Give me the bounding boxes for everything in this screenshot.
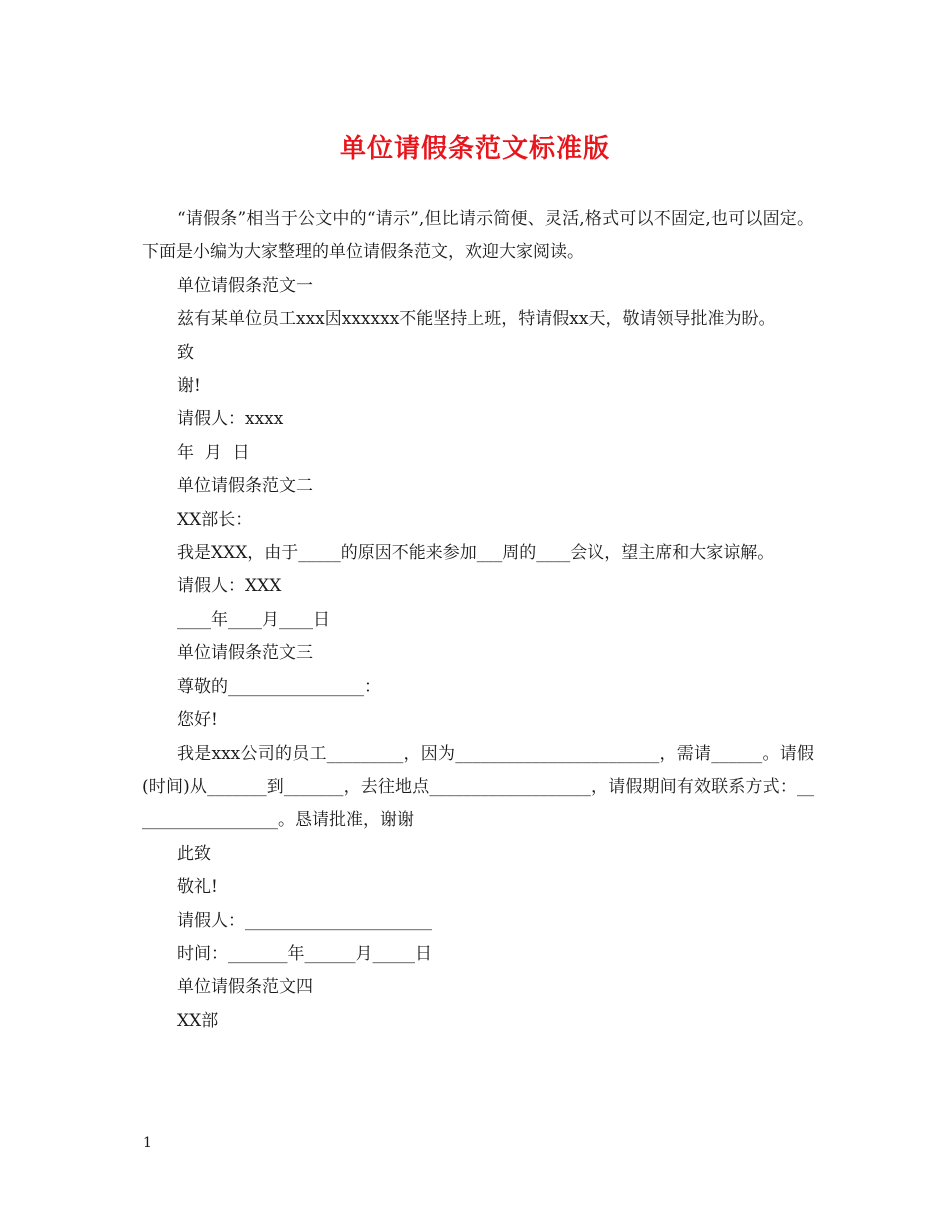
sample2-body: 我是XXX，由于_____的原因不能来参加___周的____会议，望主席和大家谅解。 xyxy=(177,543,775,564)
sample4-heading: 单位请假条范文四 xyxy=(177,977,313,998)
sample1-body: 兹有某单位员工xxx因xxxxxx不能坚持上班，特请假xx天，敬请领导批准为盼。 xyxy=(177,309,776,330)
sample3-body: 我是xxx公司的员工_________，因为________________________，需请______。请假(时间)从_______到_______，去往地点___________________，请假期间有效联系方式：__________________。恳请批准，谢谢 xyxy=(142,743,814,831)
sample2-heading: 单位请假条范文二 xyxy=(177,476,313,497)
document-body xyxy=(142,203,814,1038)
document-title: 单位请假条范文标准版 xyxy=(339,134,610,164)
sample3-greeting: 您好! xyxy=(177,710,218,731)
sample3-heading: 单位请假条范文三 xyxy=(177,643,313,664)
sample3-closing-1: 此致 xyxy=(177,843,211,864)
sample1-heading: 单位请假条范文一 xyxy=(177,275,313,296)
sample2-salutation: XX部长： xyxy=(177,509,253,530)
sample4-salutation: XX部 xyxy=(177,1010,219,1031)
sample3-date: 时间：_______年______月_____日 xyxy=(177,943,432,964)
sample1-closing-2: 谢! xyxy=(177,376,201,397)
sample2-date: ____年____月____日 xyxy=(177,609,330,630)
page-number: 1 xyxy=(143,1135,152,1151)
sample1-signer: 请假人：xxxx xyxy=(177,409,284,430)
sample3-salutation: 尊敬的________________： xyxy=(177,676,381,697)
sample1-closing-1: 致 xyxy=(177,342,194,363)
sample3-closing-2: 敬礼! xyxy=(177,877,218,898)
sample1-date: 年 月 日 xyxy=(177,442,250,463)
intro-paragraph: “请假条”相当于公文中的“请示”,但比请示简便、灵活,格式可以不固定,也可以固定。下面是小编为大家整理的单位请假条范文，欢迎大家阅读。 xyxy=(142,209,814,263)
sample2-signer: 请假人：XXX xyxy=(177,576,282,597)
sample3-signer: 请假人：______________________ xyxy=(177,910,432,931)
